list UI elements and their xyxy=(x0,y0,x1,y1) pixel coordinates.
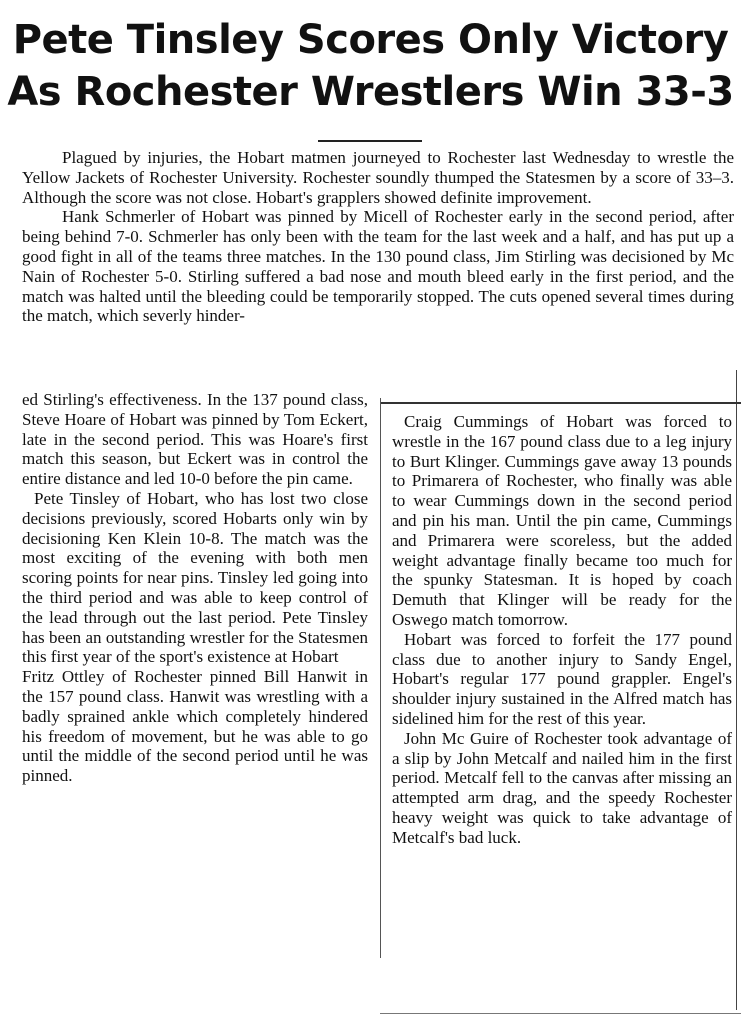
article-paragraph: ed Stirling's effectiveness. In the 137 pound class, Steve Hoare of Hobart was pinned by Tom Eckert, late in the second period. This was Hoare's first match this season, but Eckert was in control the entire distance and led 10-0 before the pin came. xyxy=(22,390,368,489)
column-rule-horizontal xyxy=(380,402,741,404)
article-paragraph: Fritz Ottley of Rochester pinned Bill Hanwit in the 157 pound class. Hanwit was wrestling with a badly sprained ankle which completely hindered his freedom of movement, but he was able to go until the middle of the second period until he was pinned. xyxy=(22,667,368,786)
article-paragraph: Plagued by injuries, the Hobart matmen journeyed to Rochester last Wednesday to wrestle the Yellow Jackets of Rochester University. Rochester soundly thumped the Statesmen by a score of 33–3. Although the score was not close. Hobart's grapplers showed definite improvement. xyxy=(22,148,734,207)
headline xyxy=(0,14,741,118)
article-paragraph: John Mc Guire of Rochester took advantage of a slip by John Metcalf and nailed him in the first period. Metcalf fell to the canvas after missing an attempted arm drag, and the speedy Rochester heavy weight was quick to take advantage of Metcalf's bad luck. xyxy=(392,728,732,847)
article-paragraph: Pete Tinsley of Hobart, who has lost two close decisions previously, scored Hobarts only win by decisioning Ken Klein 10-8. The match was the most exciting of the evening with both men scoring points for near pins. Tinsley led going into the third period and was able to keep control of the lead through out the last period. Pete Tinsley has been an outstanding wrestler for the Statesmen this first year of the sport's existence at Hobart xyxy=(22,488,368,667)
article-paragraph: Hank Schmerler of Hobart was pinned by Micell of Rochester early in the second period, after being behind 7-0. Schmerler has only been with the team for the last week and a half, and has put up a good fight in all of the teams three matches. In the 130 pound class, Jim Stirling was decisioned by Mc Nain of Rochester 5-0. Stirling suffered a bad nose and mouth bleed early in the first period, and the match was halted until the bleeding could be temporarily stopped. The cuts opened several times during the match, which severly hinder- xyxy=(22,207,734,326)
article-right-column xyxy=(392,412,732,848)
article-left-column xyxy=(22,390,368,786)
headline-line-1: Pete Tinsley Scores Only Victory xyxy=(12,17,729,63)
column-rule-vertical xyxy=(380,398,381,958)
article-intro xyxy=(22,148,734,326)
headline-divider xyxy=(318,140,422,142)
column-rule-bottom xyxy=(380,1013,741,1014)
headline-line-2: As Rochester Wrestlers Win 33-3 xyxy=(7,69,734,115)
article-paragraph: Craig Cummings of Hobart was forced to wrestle in the 167 pound class due to a leg injury to Burt Klinger. Cummings gave away 13 pounds to Primarera of Rochester, who finally was able to wear Cummings down in the second period and pin his man. Until the pin came, Cummings and Primarera were scoreless, but the added weight advantage finally became too much for the spunky Statesman. It is hoped by coach Demuth that Klinger will be ready for the Oswego match tomorrow. xyxy=(392,412,732,629)
column-rule-right-edge xyxy=(736,370,737,1010)
article-paragraph: Hobart was forced to forfeit the 177 pound class due to another injury to Sandy Engel, Hobart's regular 177 pound grappler. Engel's shoulder injury sustained in the Alfred match has sidelined him for the rest of this year. xyxy=(392,629,732,728)
